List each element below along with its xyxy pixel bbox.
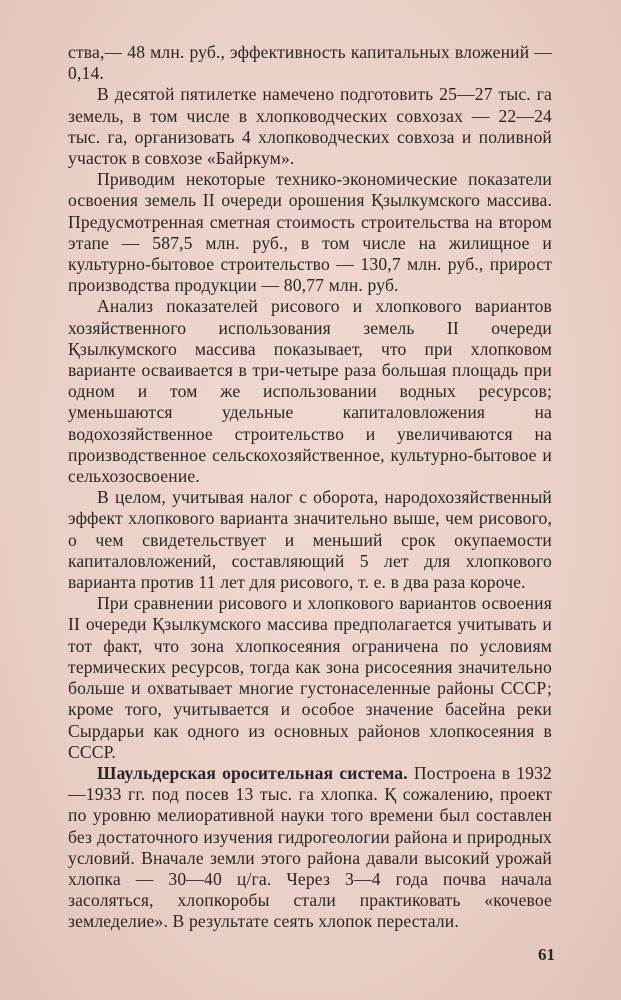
paragraph-overall-effect: В целом, учитывая налог с оборота, народохозяйственный эффект хлопкового варианта значительно выше, чем рисового, о чем свидетельствует и меньший срок окупаемости капиталовложений, составляющий 5 лет для хлопкового варианта против 11 лет для рисового, т. е. в два раза короче.	[68, 487, 552, 593]
paragraph-shaulder-system	[68, 763, 552, 933]
section-run-in-heading: Шаульдерская оросительная система.	[97, 762, 408, 783]
page-body	[68, 42, 552, 933]
paragraph-analysis: Анализ показателей рисового и хлопкового вариантов хозяйственного использования земель II очереди Қзылкумского массива показывает, что при хлопковом варианте осваивается в три-четыре раза большая площадь при одном и том же использовании водных ресурсов; уменьшаются удельные капиталовложения на водохозяйственное строительство и увеличиваются на производственное сельскохозяйственное, культурно-бытовое и сельхозосвоение.	[68, 296, 552, 487]
section-body-text: Построена в 1932—1933 гг. под посев 13 тыс. га хлопка. Қ сожалению, проект по уровню мелиоративной науки того времени был составлен без достаточного изучения гидрогеологии района и природных условий. Вначале земли этого района давали высокий урожай хлопка — 30—40 ц/га. Через 3—4 года почва начала засоляться, хлопкоробы стали практиковать «кочевое земледелие». В результате сеять хлопок перестали.	[68, 762, 552, 932]
paragraph-tenth-five-year-plan: В десятой пятилетке намечено подготовить 25—27 тыс. га земель, в том числе в хлопководческих совхозах — 22—24 тыс. га, организовать 4 хлопководческих совхоза и поливной участок в совхозе «Байркум».	[68, 84, 552, 169]
paragraph-indicators: Приводим некоторые технико-экономические показатели освоения земель II очереди орошения Қзылкумского массива. Предусмотренная сметная стоимость строительства на втором этапе — 587,5 млн. руб., в том числе на жилищное и культурно-бытовое строительство — 130,7 млн. руб., прирост производства продукции — 80,77 млн. руб.	[68, 169, 552, 296]
page-number: 61	[538, 945, 555, 964]
paragraph-continuation: ства,— 48 млн. руб., эффективность капитальных вложений — 0,14.	[68, 42, 552, 84]
paragraph-comparison: При сравнении рисового и хлопкового вариантов освоения II очереди Қзылкумского массива предполагается учитывать и тот факт, что зона хлопкосеяния ограничена по условиям термических ресурсов, тогда как зона рисосеяния значительно больше и охватывает многие густонаселенные районы СССР; кроме того, учитывается и особое значение басейна реки Сырдарьи как одного из основных районов хлопкосеяния в СССР.	[68, 593, 552, 762]
